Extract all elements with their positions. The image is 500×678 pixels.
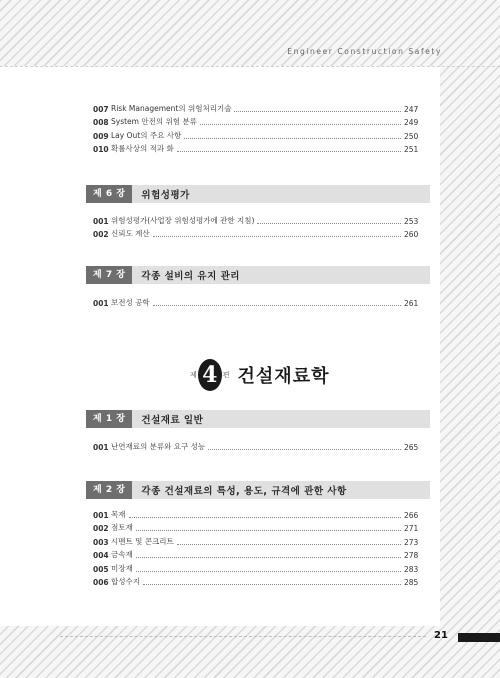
- entry-page: 271: [404, 524, 419, 533]
- page-margin: [0, 66, 60, 626]
- entry-number: 008: [93, 118, 109, 127]
- dot-leader: [153, 236, 401, 237]
- entry-page: 250: [404, 131, 419, 141]
- entry-number: 005: [93, 564, 109, 574]
- entry-title: 시멘트 및 콘크리트: [111, 536, 174, 546]
- entry-number: 001: [93, 216, 109, 226]
- header-divider: [0, 66, 500, 67]
- chapter-title: 각종 설비의 유지 관리: [141, 271, 240, 282]
- running-header: Engineer Construction Safety: [287, 47, 442, 56]
- entry-title: 점토재: [111, 523, 133, 532]
- toc-entry[interactable]: [93, 127, 418, 141]
- part-prefix: 제: [190, 371, 197, 379]
- footer-divider: [60, 636, 426, 637]
- entry-number: 001: [93, 442, 109, 452]
- entry-number: 006: [93, 578, 109, 587]
- chapter-heading-2[interactable]: [86, 481, 430, 499]
- entry-number: 001: [93, 510, 109, 520]
- dot-leader: [143, 584, 401, 585]
- entry-number: 001: [93, 298, 109, 308]
- dot-leader: [153, 305, 401, 306]
- entry-number: 002: [93, 230, 109, 239]
- part-badge: [190, 359, 230, 391]
- chapter-title: 건설재료 일반: [141, 415, 204, 426]
- entry-title: System 안전의 위험 분류: [111, 117, 197, 126]
- page-number: 21: [434, 630, 448, 641]
- entry-number: 010: [93, 145, 109, 154]
- toc-section-ch1: [93, 438, 418, 452]
- entry-page: 283: [404, 564, 419, 574]
- entry-number: 009: [93, 131, 109, 141]
- dot-leader: [234, 111, 401, 112]
- dot-leader: [136, 530, 401, 531]
- entry-page: 260: [404, 230, 419, 239]
- toc-entry[interactable]: [93, 114, 418, 128]
- entry-title: 난연재료의 분류와 요구 성능: [111, 441, 206, 451]
- dot-leader: [129, 517, 402, 518]
- dot-leader: [136, 557, 401, 558]
- toc-entry[interactable]: [93, 226, 418, 240]
- entry-title: Risk Management의 위험처리기술: [111, 103, 232, 113]
- toc-entry[interactable]: [93, 533, 418, 547]
- toc-section-top: [93, 100, 418, 154]
- chapter-tag: 제 7 장: [86, 266, 132, 284]
- toc-entry[interactable]: [93, 574, 418, 588]
- chapter-heading-7[interactable]: [86, 266, 430, 284]
- chapter-tag: 제 2 장: [86, 481, 132, 499]
- part-heading[interactable]: [190, 356, 329, 394]
- toc-section-ch2: [93, 506, 418, 587]
- toc-entry[interactable]: [93, 520, 418, 534]
- part-number-badge: 4: [198, 359, 222, 391]
- entry-title: 위험성평가(사업장 위험성평가에 관한 지침): [111, 215, 255, 225]
- chapter-title: 각종 건설재료의 특성, 용도, 규격에 관한 사항: [141, 486, 347, 497]
- chapter-heading-6[interactable]: [86, 185, 430, 203]
- toc-entry[interactable]: [93, 560, 418, 574]
- toc-entry[interactable]: [93, 141, 418, 155]
- entry-title: 목재: [111, 509, 126, 519]
- dot-leader: [136, 571, 401, 572]
- entry-title: Lay Out의 주요 사항: [111, 130, 182, 140]
- part-title: 건설재료학: [237, 366, 330, 387]
- entry-page: 249: [404, 118, 419, 127]
- toc-entry[interactable]: [93, 547, 418, 561]
- part-suffix: 편: [222, 371, 230, 379]
- entry-page: 265: [404, 442, 419, 452]
- entry-page: 251: [404, 145, 419, 154]
- toc-entry[interactable]: [93, 212, 418, 226]
- dot-leader: [208, 449, 401, 450]
- dot-leader: [257, 223, 401, 224]
- entry-page: 278: [404, 551, 419, 560]
- entry-page: 247: [404, 104, 419, 114]
- page-number-bar: [458, 633, 500, 642]
- entry-number: 004: [93, 551, 109, 560]
- dot-leader: [177, 151, 401, 152]
- toc-entry[interactable]: [93, 294, 418, 308]
- toc-entry[interactable]: [93, 438, 418, 452]
- entry-number: 007: [93, 104, 109, 114]
- dot-leader: [200, 124, 401, 125]
- toc-entry[interactable]: [93, 100, 418, 114]
- entry-page: 266: [404, 510, 419, 520]
- entry-page: 273: [404, 537, 419, 547]
- entry-page: 261: [404, 298, 419, 308]
- entry-page: 253: [404, 216, 419, 226]
- entry-number: 002: [93, 524, 109, 533]
- dot-leader: [184, 138, 401, 139]
- chapter-heading-1[interactable]: [86, 410, 430, 428]
- entry-number: 003: [93, 537, 109, 547]
- entry-title: 미장재: [111, 563, 133, 573]
- toc-entry[interactable]: [93, 506, 418, 520]
- chapter-tag: 제 6 장: [86, 185, 132, 203]
- chapter-title: 위험성평가: [141, 190, 190, 201]
- entry-title: 금속재: [111, 550, 133, 559]
- entry-title: 합성수지: [111, 577, 140, 586]
- entry-title: 확률사상의 적과 화: [111, 144, 174, 153]
- toc-section-ch6: [93, 212, 418, 239]
- entry-page: 285: [404, 578, 419, 587]
- entry-title: 보전성 공학: [111, 297, 150, 307]
- dot-leader: [177, 544, 401, 545]
- toc-section-ch7: [93, 294, 418, 308]
- chapter-tag: 제 1 장: [86, 410, 132, 428]
- entry-title: 신뢰도 계산: [111, 229, 150, 238]
